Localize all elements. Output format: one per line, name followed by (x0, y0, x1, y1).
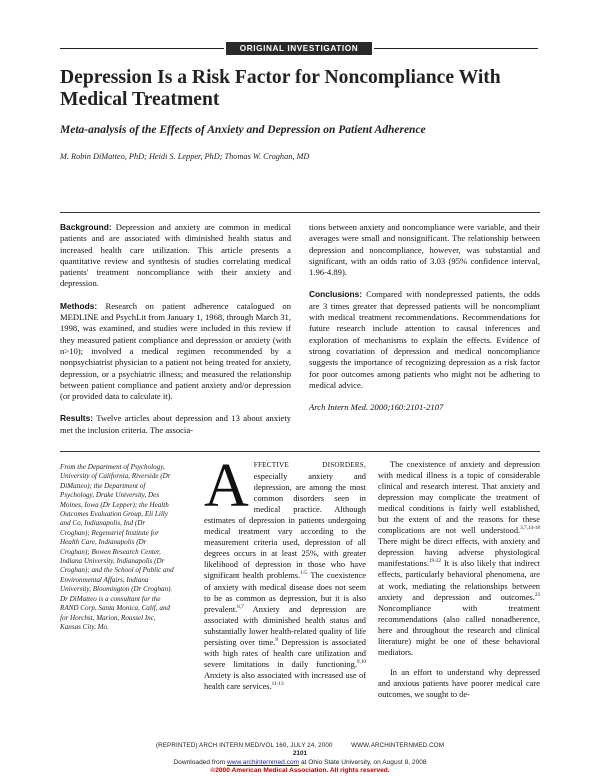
article-authors: M. Robin DiMatteo, PhD; Heidi S. Lepper, PhD; Thomas W. Croghan, MD (60, 152, 310, 161)
background-text: Depression and anxiety are common in medical patients and are associated with diminished health status and increased health care utilization. This article presents a quantitative review and synthesis of studies correlating medical patients' treatment noncompliance with their anxiety and depression. (60, 222, 291, 289)
body-text: The coexistence of anxiety and depression with medical illness is a topic of considerable clinical and research interest. That anxiety and depression may complicate the treatment of medical conditions is fairly well established, but the extent of and the reasons for these complications are not well understood. (378, 460, 540, 536)
author-affiliations: From the Department of Psychology, University of California, Riverside (Dr DiMatteo); the Department of Psychology, Drake University, Des Moines, Iowa (Dr Lepper); the Health Outcomes Evaluation Group, Eli Lilly and Co, Indianapolis, Ind (Dr Croghan); Regenstrief Institute for Health Care, Indianapolis (Dr Croghan); Bowen Research Center, Indiana University, Indianapolis (Dr Croghan); and the School of Public and Environmental Affairs, Indiana University, Bloomington (Dr Croghan). Dr DiMatteo is a consultant for the RAND Corp, Santa Monica, Calif, and for Horchst, Marion, Roussel Inc, Kansas City, Mo. (60, 463, 174, 631)
abstract-results (60, 413, 291, 436)
download-prefix: Downloaded from (173, 759, 227, 766)
conclusions-label: Conclusions: (309, 289, 363, 300)
body-text: Noncompliance with treatment recommendations (also called nonadherence, here and throughout the research and clinical literature) might be one of these behavioral mediators. (378, 603, 540, 657)
reference-superscript: 19-22 (428, 558, 442, 565)
download-notice (60, 759, 540, 766)
abstract-background (60, 222, 291, 290)
drop-cap: A (204, 452, 249, 520)
download-suffix: at Ohio State University, on August 8, 2008 (299, 759, 427, 766)
section-label: ORIGINAL INVESTIGATION (226, 42, 372, 55)
body-text: There might be direct effects, with anxiety and depression having adverse physiological manifestations. (378, 537, 540, 569)
abstract-methods (60, 301, 291, 403)
abstract-conclusions (309, 289, 540, 391)
body-text: The coexistence of anxiety with medical disease does not seem to be as common as depression, but it is also prevalent. (204, 571, 366, 614)
copyright-notice: ©2000 American Medical Association. All rights reserved. (210, 767, 390, 774)
abstract-top-rule (60, 212, 540, 213)
article-title: Depression Is a Risk Factor for Noncompliance With Medical Treatment (60, 67, 501, 110)
body-paragraph-3: In an effort to understand why depressed and anxious patients have poorer medical care outcomes, we sought to de- (378, 667, 540, 699)
article-subtitle: Meta-analysis of the Effects of Anxiety and Depression on Patient Adherence (60, 124, 426, 136)
journal-footer: (REPRINTED) ARCH INTERN MED/VOL 160, JULY 24, 2000 WWW.ARCHINTERNMED.COM (155, 742, 445, 749)
reference-superscript: 3,7,14-18 (520, 525, 540, 532)
abstract-left-column (60, 222, 291, 447)
abstract-right-column (309, 222, 540, 424)
body-text: It is also likely that indirect effects, particularly behavioral phenomena, are at work, mediating the relationships between anxiety and depression and outcomes. (378, 559, 540, 602)
body-column-1 (204, 452, 366, 692)
results-text-part1: Twelve articles about depression and 13 about anxiety met the inclusion criteria. The associa- (60, 413, 291, 435)
reference-superscript: 9,10 (356, 659, 366, 666)
results-label: Results: (60, 413, 94, 424)
body-column-2 (378, 459, 540, 700)
results-text-part2: tions between anxiety and noncompliance were variable, and their averages were small and nonsignificant. The relationship between depression and noncompliance, however, was substantial and significant, with an odds ratio of 3.03 (95% confidence interval, 1.96-4.89). (309, 222, 540, 278)
reference-superscript: 1-5 (300, 570, 308, 577)
lead-in-smallcaps: FFECTIVE DISORDERS, (253, 461, 366, 469)
abstract-bottom-rule (60, 451, 540, 452)
methods-text: Research on patient adherence catalogued on MEDLINE and PsychLit from January 1, 1968, through March 31, 1998, was examined, and studies were included in this review if they measured patient compliance and depression or anxiety (with n>10); involved a medical regimen recommended by a nonpsychiatrist physician to a patient not being treated for anxiety, depression, or a psychiatric illness; and measured the relationship between patient compliance and patient anxiety and/or depression (or provided data to calculate it). (60, 300, 291, 402)
banner-rule-left (60, 48, 224, 49)
body-paragraph-1 (204, 452, 366, 692)
reference-superscript: 23 (534, 591, 540, 598)
reference-superscript: 8 (275, 636, 278, 643)
reference-superscript: 6,7 (237, 603, 244, 610)
reference-superscript: 11-13 (271, 681, 284, 688)
body-text: Depression is associated with high rates of health care utilization and severe limitations in daily functioning. (204, 637, 366, 669)
conclusions-text: Compared with nondepressed patients, the odds are 3 times greater that depressed patients will be noncompliant with medical treatment recommendations. Recommendations for future research include attention to causal inferences and exploration of mechanisms to explain the effects. Evidence of strong covariation of depression and medical noncompliance suggests the importance of recognizing depression as a risk factor for poor outcomes among patients who might not be adhering to medical advice. (309, 289, 540, 390)
body-text: Anxiety is also associated with increased use of health care services. (204, 670, 366, 691)
body-text: especially anxiety and depression, are among the most common disorders seen in medical practice. Although estimates of depression in patients undergoing medical treatment vary according to the measurement criteria used, depression of all degrees occurs in at least 25%, with greater likelihood of depression in those who have significant health problems. (204, 472, 366, 581)
body-text: Anxiety and depression are associated with diminished health status and substantially lower health-related quality of life persisting over time. (204, 604, 366, 647)
journal-citation: Arch Intern Med. 2000;160:2101-2107 (309, 402, 444, 413)
background-label: Background: (60, 222, 112, 232)
journal-website-link[interactable]: www.archinternmed.com (226, 759, 300, 766)
banner-rule-right (374, 48, 538, 49)
methods-label: Methods: (60, 300, 98, 311)
body-paragraph-2 (378, 459, 540, 658)
page-number: 2101 (292, 750, 307, 757)
